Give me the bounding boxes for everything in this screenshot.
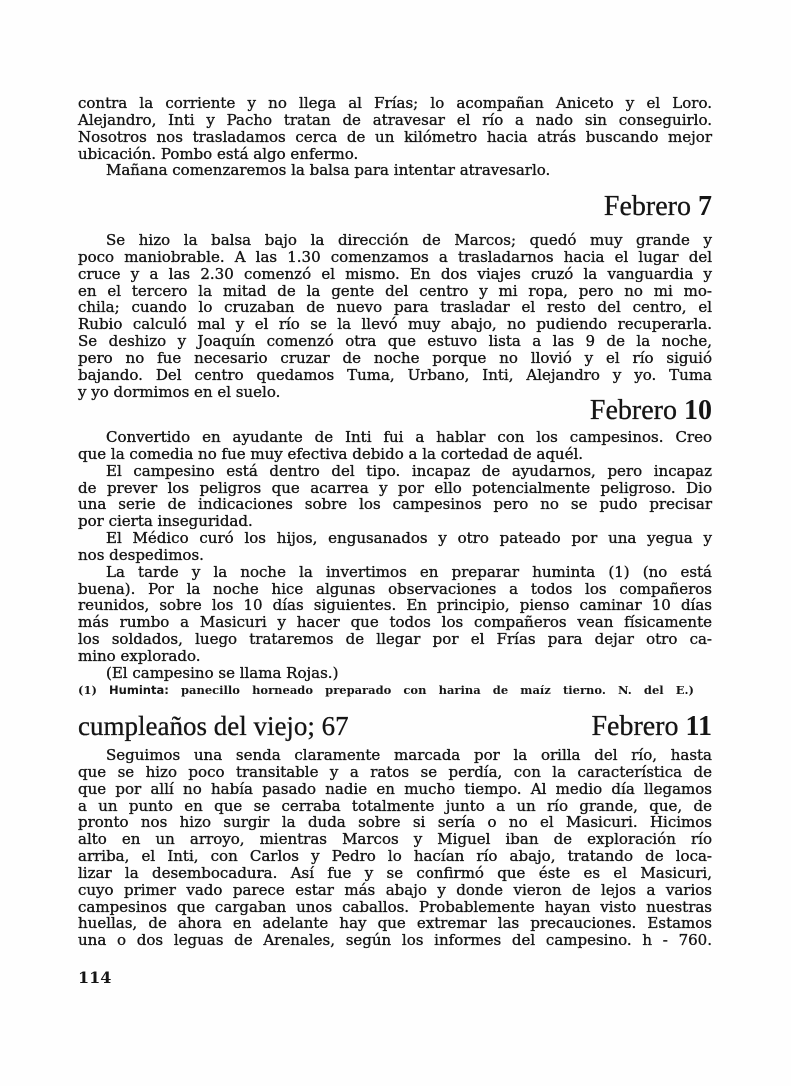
text-line: Se hizo la balsa bajo la dirección de Marcos; quedó muy grande y [106,231,712,249]
entry-date-heading [78,191,712,223]
heading-month: Febrero [589,395,677,426]
margin-note: cumpleaños del viejo; 67 [78,711,349,741]
text-line: por cierta inseguridad. [78,512,253,531]
diary-paragraph [78,429,712,463]
diary-paragraph [78,530,712,564]
text-line: lizar la desembocadura. Así fue y se confirmó que éste es el Masicuri, [78,863,712,882]
diary-paragraph [78,162,712,179]
diary-entry-continuation [78,95,712,179]
text-line: y yo dormimos en el suelo. [78,382,281,401]
diary-paragraph [78,95,712,162]
text-line: buena). Por la noche hice algunas observaciones a todos los compañeros [78,579,712,598]
text-line: Convertido en ayudante de Inti fui a hablar con los campesinos. Creo [106,428,712,446]
text-line: cuyo primer vado parece estar más abajo y donde vieron de lejos a varios [78,880,712,899]
text-line: arriba, el Inti, con Carlos y Pedro lo hacían río abajo, tratando de loca- [78,847,712,866]
text-line: los soldados, luego trataremos de llegar por el Frías para dejar otro ca- [78,630,712,649]
text-line: Nosotros nos trasladamos cerca de un kilómetro hacia atrás buscando mejor [78,127,712,146]
text-line: una serie de indicaciones sobre los campesinos pero no se pudo precisar [78,495,712,514]
heading-day: 10 [684,395,712,426]
heading-month: Febrero [603,191,691,222]
text-line: Alejandro, Inti y Pacho tratan de atravesar el río a nado sin conseguirlo. [78,110,712,129]
footnote-marker: (1) [78,683,97,697]
diary-paragraph [78,747,712,949]
diary-paragraph [78,232,712,400]
text-line: chila; cuando lo cruzaban de nuevo para trasladar el resto del centro, el [78,298,712,317]
text-line: que se hizo poco transitable y a ratos se perdía, con la característica de [78,762,712,781]
text-line: contra la corriente y no llega al Frías; lo acompañan Aniceto y el Loro. [78,94,712,112]
text-line: nos despedimos. [78,545,204,564]
text-line: una o dos leguas de Arenales, según los informes del campesino. h - 760. [78,931,712,950]
text-line: pronto nos hizo surgir la duda sobre si sería o no el Masicuri. Hicimos [78,813,712,832]
text-line: que la comedia no fue muy efectiva debido a la cortedad de aquél. [78,444,584,463]
text-line: cruce y a las 2.30 comenzó el mismo. En dos viajes cruzó la vanguardia y [78,264,712,283]
text-line: El Médico curó los hijos, engusanados y otro pateado por una yegua y [106,529,712,548]
text-line: más rumbo a Masicuri y hacer que todos los compañeros vean físicamente [78,613,712,632]
text-line: bajando. Del centro quedamos Tuma, Urbano, Inti, Alejandro y yo. Tuma [78,365,712,384]
diary-paragraph [78,665,712,682]
heading-month: Febrero [591,711,679,742]
footnote-term: Huminta: [109,683,169,697]
footnote [78,683,694,697]
heading-day: 11 [685,711,712,742]
text-line: Rubio calculó mal y el río se la llevó muy abajo, no pudiendo recuperarla. [78,315,712,334]
page-number: 114 [78,968,112,987]
text-line: mino explorado. [78,646,201,665]
heading-day: 7 [698,191,712,222]
text-line: poco maniobrable. A las 1.30 comenzamos a trasladarnos hacia el lugar del [78,247,712,266]
text-line: reunidos, sobre los 10 días siguientes. En principio, pienso caminar 10 días [78,596,712,615]
text-line: pero no fue necesario cruzar de noche porque no llovió y el río siguió [78,348,712,367]
text-line: El campesino está dentro del tipo. incapaz de ayudarnos, pero incapaz [106,461,712,480]
text-line: a un punto en que se cerraba totalmente junto a un río grande, que, de [78,796,712,815]
text-line: en el tercero la mitad de la gente del centro y mi ropa, pero no mi mo- [78,281,712,300]
text-line: Seguimos una senda claramente marcada por la orilla del río, hasta [106,746,712,764]
diary-paragraph [78,463,712,530]
entry-heading-row [78,710,712,743]
diary-entry-feb-10 [78,429,712,682]
diary-paragraph [78,564,712,665]
text-line: huellas, de ahora en adelante hay que extremar las precauciones. Estamos [78,914,712,933]
text-line: de prever los peligros que acarrea y por ello potencialmente peligroso. Dio [78,478,712,497]
diary-entry-feb-11 [78,747,712,949]
entry-date-heading [78,395,712,427]
footnote-text: panecillo horneado preparado con harina de maíz tierno. N. del E.) [180,683,694,697]
text-line: que por allí no había pasado nadie en mucho tiempo. Al medio día llegamos [78,779,712,798]
text-line: Mañana comenzaremos la balsa para intentar atravesarlo. [106,161,551,180]
text-line: ubicación. Pombo está algo enfermo. [78,144,359,163]
text-line: La tarde y la noche la invertimos en preparar huminta (1) (no está [106,562,712,581]
text-line: alto en un arroyo, mientras Marcos y Miguel iban de exploración río [78,830,712,849]
text-line: Se deshizo y Joaquín comenzó otra que estuvo lista a las 9 de la noche, [78,332,712,351]
text-line: campesinos que cargaban unos caballos. Probablemente hayan visto nuestras [78,897,712,916]
text-line: (El campesino se llama Rojas.) [106,663,339,682]
entry-date-heading [591,711,712,743]
diary-entry-feb-7 [78,232,712,400]
